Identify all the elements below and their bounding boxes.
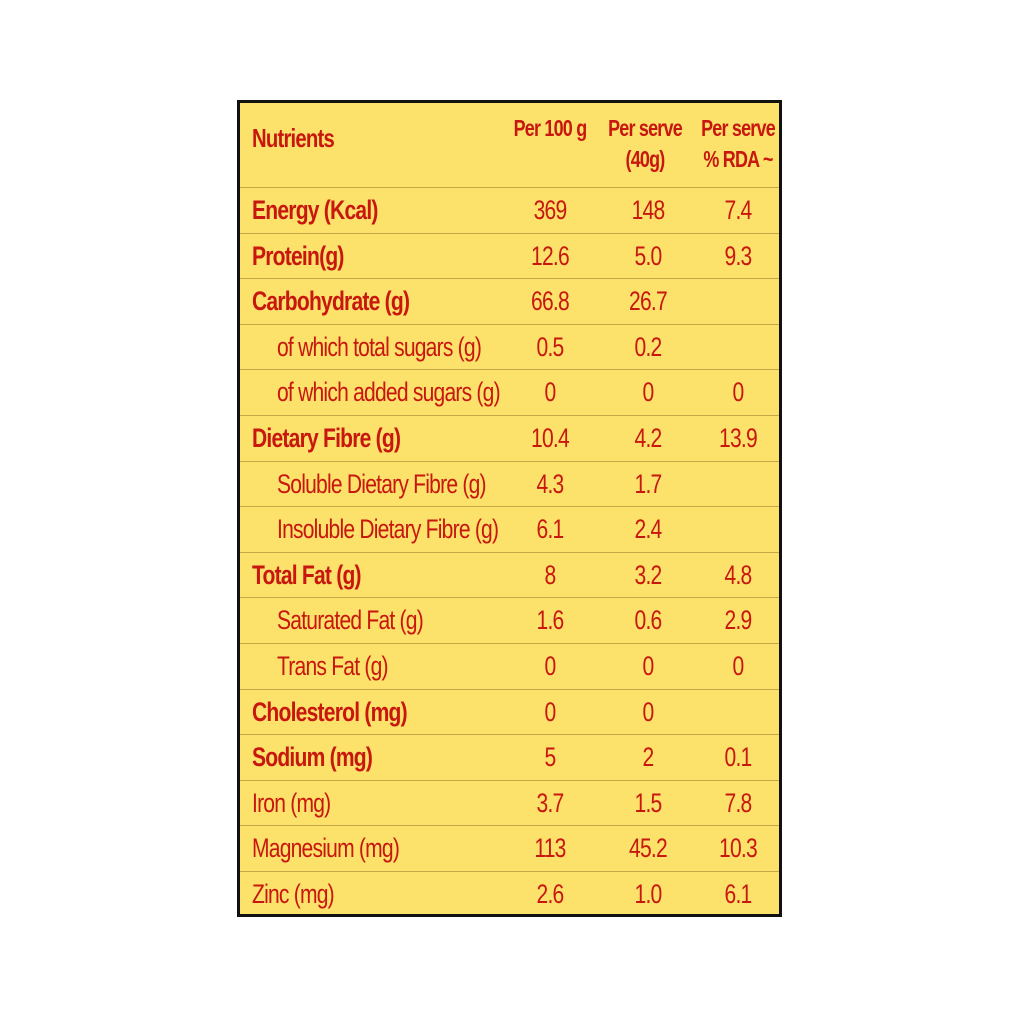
table-row	[240, 872, 779, 918]
rda-value: 13.9	[719, 422, 757, 453]
rda-value: 6.1	[724, 878, 752, 909]
per-serve-value: 26.7	[629, 286, 667, 317]
per-serve-value: 0	[642, 696, 654, 727]
per-serve-value: 1.0	[634, 878, 662, 909]
header-per-serve	[606, 113, 684, 175]
per-100g-value: 5	[544, 742, 556, 773]
per-serve-value: 1.7	[634, 468, 662, 499]
table-row	[240, 416, 779, 462]
table-row	[240, 826, 779, 872]
nutrient-name: of which total sugars (g)	[277, 331, 482, 362]
header-per-100g	[511, 113, 589, 144]
per-100g-value: 2.6	[536, 878, 564, 909]
table-body	[240, 188, 779, 918]
rda-value: 0	[732, 650, 744, 681]
table-row	[240, 735, 779, 781]
per-serve-value: 1.5	[634, 787, 662, 818]
table-row	[240, 690, 779, 736]
rda-value	[699, 462, 777, 507]
header-per-100g-label: Per 100 g	[513, 115, 587, 141]
table-row	[240, 598, 779, 644]
header-per-serve-line1: Per serve	[608, 115, 682, 141]
table-row	[240, 507, 779, 553]
rda-value: 7.8	[724, 787, 752, 818]
nutrient-name: Iron (mg)	[252, 787, 331, 818]
rda-value: 7.4	[724, 195, 752, 225]
nutrient-name: Saturated Fat (g)	[277, 605, 423, 636]
rda-value	[699, 279, 777, 324]
nutrition-table	[237, 100, 782, 917]
per-serve-value: 3.2	[634, 559, 662, 590]
nutrient-name: Cholesterol (mg)	[252, 696, 407, 727]
header-per-serve-line2: (40g)	[625, 146, 665, 172]
per-serve-value: 148	[631, 195, 665, 225]
table-row	[240, 462, 779, 508]
per-100g-value: 369	[533, 195, 567, 225]
nutrient-name: Zinc (mg)	[252, 878, 334, 909]
nutrient-name: Sodium (mg)	[252, 742, 373, 773]
nutrient-name: Magnesium (mg)	[252, 833, 400, 864]
per-serve-value: 0	[642, 377, 654, 408]
rda-value: 10.3	[719, 833, 757, 864]
rda-value: 0.1	[724, 742, 752, 773]
per-100g-value: 0	[544, 377, 556, 408]
per-100g-value: 0	[544, 696, 556, 727]
per-serve-value: 0	[642, 650, 654, 681]
table-row	[240, 553, 779, 599]
nutrient-name: Dietary Fibre (g)	[252, 422, 401, 453]
per-100g-value: 3.7	[536, 787, 564, 818]
per-100g-value: 12.6	[531, 240, 569, 271]
table-row	[240, 279, 779, 325]
per-100g-value: 8	[544, 559, 556, 590]
nutrient-name: of which added sugars (g)	[277, 377, 500, 408]
per-serve-value: 45.2	[629, 833, 667, 864]
per-serve-value: 2	[642, 742, 654, 773]
rda-value: 2.9	[724, 605, 752, 636]
table-row	[240, 234, 779, 280]
rda-value: 9.3	[724, 240, 752, 271]
table-row	[240, 188, 779, 234]
per-serve-value: 2.4	[634, 514, 662, 545]
nutrient-name: Trans Fat (g)	[277, 650, 388, 681]
header-nutrients: Nutrients	[252, 123, 334, 153]
nutrient-name: Carbohydrate (g)	[252, 286, 410, 317]
per-100g-value: 66.8	[531, 286, 569, 317]
nutrient-name: Total Fat (g)	[252, 559, 361, 590]
table-row	[240, 644, 779, 690]
table-row	[240, 370, 779, 416]
header-rda-line1: Per serve	[701, 115, 775, 141]
per-serve-value: 0.2	[634, 331, 662, 362]
per-100g-value: 0	[544, 650, 556, 681]
nutrient-name: Soluble Dietary Fibre (g)	[277, 468, 486, 499]
table-header	[240, 103, 779, 188]
nutrient-name: Protein(g)	[252, 240, 344, 271]
per-serve-value: 0.6	[634, 605, 662, 636]
rda-value	[699, 325, 777, 370]
nutrient-name: Energy (Kcal)	[252, 195, 378, 225]
table-row	[240, 325, 779, 371]
rda-value	[699, 690, 777, 735]
per-100g-value: 0.5	[536, 331, 564, 362]
nutrient-name: Insoluble Dietary Fibre (g)	[277, 514, 499, 545]
per-100g-value: 1.6	[536, 605, 564, 636]
header-rda	[699, 113, 777, 175]
rda-value	[699, 507, 777, 552]
per-serve-value: 5.0	[634, 240, 662, 271]
per-100g-value: 6.1	[536, 514, 564, 545]
per-100g-value: 10.4	[531, 422, 569, 453]
header-rda-line2: % RDA ~	[703, 146, 773, 172]
per-serve-value: 4.2	[634, 422, 662, 453]
per-100g-value: 4.3	[536, 468, 564, 499]
per-100g-value: 113	[534, 833, 566, 864]
rda-value: 0	[732, 377, 744, 408]
table-row	[240, 781, 779, 827]
rda-value: 4.8	[724, 559, 752, 590]
